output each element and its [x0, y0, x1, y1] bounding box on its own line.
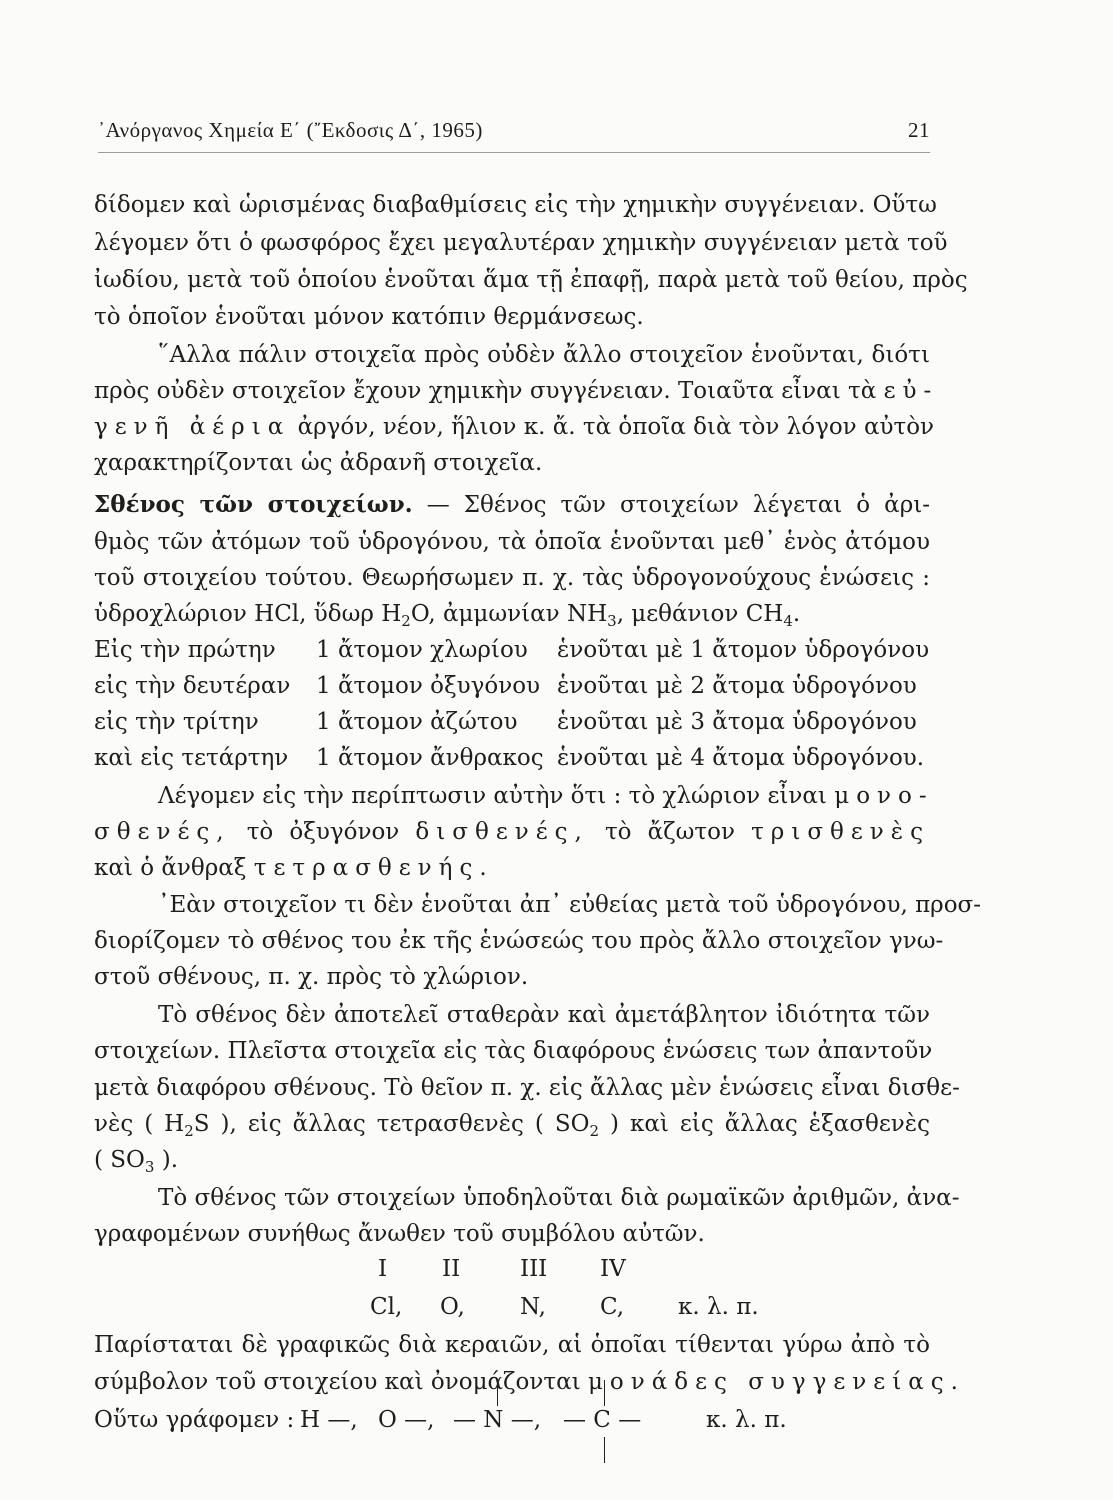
- table-cell: 1 ἄτομον ἄνθρακος: [316, 745, 544, 771]
- running-header: [98, 118, 930, 148]
- text-line: [94, 599, 800, 629]
- spaced-emphasis: τρισθενὲς: [751, 819, 931, 845]
- roman-numeral: IV: [600, 1256, 626, 1282]
- text-line: στοιχείων. Πλεῖστα στοιχεῖα εἰς τὰς διαφόρους ἑνώσεις των ἀπαντοῦν: [94, 1038, 933, 1064]
- spaced-emphasis: μονο-: [834, 783, 934, 809]
- roman-numeral: I: [378, 1256, 388, 1282]
- text-line: [94, 1145, 178, 1175]
- spaced-emphasis: γενῆ ἀέρια: [94, 414, 291, 440]
- spaced-emphasis: τετρασθενής.: [253, 855, 494, 881]
- text-span: σύμβολον τοῦ στοιχείου καὶ ὀνομάζονται: [94, 1369, 581, 1395]
- roman-numeral: III: [520, 1256, 548, 1282]
- text-span: , μεθάνιον CH: [616, 601, 784, 627]
- subscript: 4: [783, 612, 793, 630]
- page-number: 21: [908, 118, 930, 142]
- text-span: ).: [154, 1147, 179, 1173]
- subscript: 2: [589, 1122, 599, 1140]
- text-line: ᾿Εὰν στοιχεῖον τι δὲν ἑνοῦται ἀπ᾿ εὐθείας μετὰ τοῦ ὑδρογόνου, προσ-: [158, 892, 982, 918]
- roman-numeral: II: [442, 1256, 461, 1282]
- text-line: [94, 490, 930, 520]
- text-line: [94, 1367, 965, 1397]
- formula-n: — N —,: [453, 1407, 542, 1433]
- subscript: 2: [184, 1122, 194, 1140]
- text-line: μετὰ διαφόρου σθένους. Τὸ θεῖον π. χ. εἰς ἄλλας μὲν ἑνώσεις εἶναι δισθε-: [94, 1075, 960, 1101]
- element-symbol: N,: [520, 1294, 546, 1320]
- text-span: πρὸς οὐδὲν στοιχεῖον ἔχουν χημικὴν συγγένειαν. Τοιαῦτα εἶναι τὰ: [94, 378, 877, 404]
- table-cell: καὶ εἰς τετάρτην: [94, 745, 289, 771]
- table-cell: εἰς τὴν δευτέραν: [94, 673, 291, 699]
- subscript: 3: [144, 1158, 155, 1176]
- text-span: ) καὶ εἰς ἄλλας ἑξασθενὲς: [598, 1111, 931, 1137]
- text-line: ἰωδίου, μετὰ τοῦ ὁποίου ἑνοῦται ἅμα τῇ ἐπαφῇ, παρὰ μετὰ τοῦ θείου, πρὸς: [94, 267, 968, 293]
- text-span: .: [792, 601, 801, 627]
- etc-abbreviation: κ. λ. π.: [706, 1407, 787, 1433]
- text-span: τὸ ἄζωτον: [604, 819, 735, 845]
- table-cell: 1 ἄτομον ὀξυγόνου: [316, 673, 541, 699]
- text-line: [94, 817, 930, 847]
- formula-o: O —,: [378, 1407, 435, 1433]
- table-cell: ἑνοῦται μὲ 1 ἄτομον ὑδρογόνου: [557, 637, 930, 663]
- text-line: Τὸ σθένος δὲν ἀποτελεῖ σταθερὰν καὶ ἀμετάβλητον ἰδιότητα τῶν: [158, 1002, 930, 1028]
- text-line: θμὸς τῶν ἀτόμων τοῦ ὑδρογόνου, τὰ ὁποῖα ἑνοῦνται μεθ᾿ ἑνὸς ἀτόμου: [94, 529, 930, 555]
- text-span: τὸ ὀξυγόνον: [246, 819, 400, 845]
- bond-line: [497, 1380, 498, 1406]
- text-line: [158, 781, 934, 811]
- text-line: στοῦ σθένους, π. χ. πρὸς τὸ χλώριον.: [94, 964, 529, 990]
- text-span: ( SO: [94, 1147, 145, 1173]
- spaced-emphasis: σθενές,: [94, 819, 231, 845]
- table-cell: ἑνοῦται μὲ 3 ἄτομα ὑδρογόνου: [557, 709, 917, 735]
- text-line: τοῦ στοιχείου τούτου. Θεωρήσωμεν π. χ. τὰς ὑδρογονούχους ἑνώσεις :: [94, 565, 930, 591]
- table-cell: ἑνοῦται μὲ 4 ἄτομα ὑδρογόνου.: [557, 745, 925, 771]
- element-symbol: Cl,: [370, 1294, 403, 1320]
- bond-line: [604, 1437, 605, 1463]
- text-line: δίδομεν καὶ ὡρισμένας διαβαθμίσεις εἰς τὴν χημικὴν συγγένειαν. Οὕτω: [94, 192, 937, 218]
- subscript: 2: [401, 612, 411, 630]
- header-rule: [98, 152, 930, 153]
- table-cell: εἰς τὴν τρίτην: [94, 709, 259, 735]
- section-heading: Σθένος τῶν στοιχείων.: [94, 491, 413, 518]
- text-span: S ), εἰς ἄλλας τετρασθενὲς ( SO: [193, 1111, 590, 1137]
- text-line: [94, 853, 494, 883]
- text-span: καὶ ὁ ἄνθραξ: [94, 855, 247, 881]
- text-line: τὸ ὁποῖον ἑνοῦται μόνον κατόπιν θερμάνσεως.: [94, 304, 644, 330]
- text-span: O, ἀμμωνίαν NH: [410, 601, 608, 627]
- text-line: χαρακτηρίζονται ὡς ἀδρανῆ στοιχεῖα.: [94, 450, 543, 476]
- text-line: λέγομεν ὅτι ὁ φωσφόρος ἔχει μεγαλυτέραν χημικὴν συγγένειαν μετὰ τοῦ: [94, 230, 948, 256]
- text-line: γραφομένων συνήθως ἄνωθεν τοῦ συμβόλου αὐτῶν.: [94, 1221, 705, 1247]
- bond-line: [604, 1380, 605, 1406]
- text-line: [94, 1109, 930, 1139]
- text-span: Λέγομεν εἰς τὴν περίπτωσιν αὐτὴν ὅτι : τὸ χλώριον εἶναι: [158, 783, 827, 809]
- running-header-title: ᾿Ανόργανος Χημεία Ε΄ (῎Εκδοσις Δ΄, 1965): [98, 118, 483, 142]
- formula-h: H —,: [300, 1407, 358, 1433]
- etc-abbreviation: κ. λ. π.: [678, 1294, 759, 1320]
- table-cell: Εἰς τὴν πρώτην: [94, 637, 276, 663]
- text-line: [94, 376, 939, 406]
- table-cell: 1 ἄτομον ἀζώτου: [316, 709, 518, 735]
- subscript: 3: [607, 612, 617, 630]
- table-cell: 1 ἄτομον χλωρίου: [316, 637, 528, 663]
- spaced-emphasis: εὐ-: [883, 378, 939, 404]
- element-symbol: C,: [600, 1294, 625, 1320]
- formula-intro: Οὕτω γράφομεν :: [94, 1407, 295, 1433]
- text-span: ἀργόν, νέον, ἥλιον κ. ἄ. τὰ ὁποῖα διὰ τὸν λόγον αὐτὸν: [297, 414, 935, 440]
- text-line: Τὸ σθένος τῶν στοιχείων ὑποδηλοῦται διὰ ρωμαϊκῶν ἀριθμῶν, ἀνα-: [158, 1185, 960, 1211]
- formula-c: — C —: [563, 1407, 642, 1433]
- element-symbol: O,: [440, 1294, 465, 1320]
- spaced-emphasis: μονάδες συγγενείας.: [587, 1369, 965, 1395]
- spaced-emphasis: δισθενές,: [415, 819, 589, 845]
- text-line: Παρίσταται δὲ γραφικῶς διὰ κεραιῶν, αἱ ὁποῖαι τίθενται γύρω ἀπὸ τὸ: [94, 1332, 930, 1358]
- text-line: ῞Αλλα πάλιν στοιχεῖα πρὸς οὐδὲν ἄλλο στοιχεῖον ἑνοῦνται, διότι: [158, 342, 930, 368]
- table-cell: ἑνοῦται μὲ 2 ἄτομα ὑδρογόνου: [557, 673, 917, 699]
- text-line: διορίζομεν τὸ σθένος του ἐκ τῆς ἑνώσεώς του πρὸς ἄλλο στοιχεῖον γνω-: [94, 928, 944, 954]
- text-span: ὑδροχλώριον HCl, ὕδωρ H: [94, 601, 402, 627]
- text-line: [94, 412, 935, 442]
- text-span: νὲς ( H: [94, 1111, 185, 1137]
- text-span: — Σθένος τῶν στοιχείων λέγεται ὁ ἀρι-: [426, 492, 931, 518]
